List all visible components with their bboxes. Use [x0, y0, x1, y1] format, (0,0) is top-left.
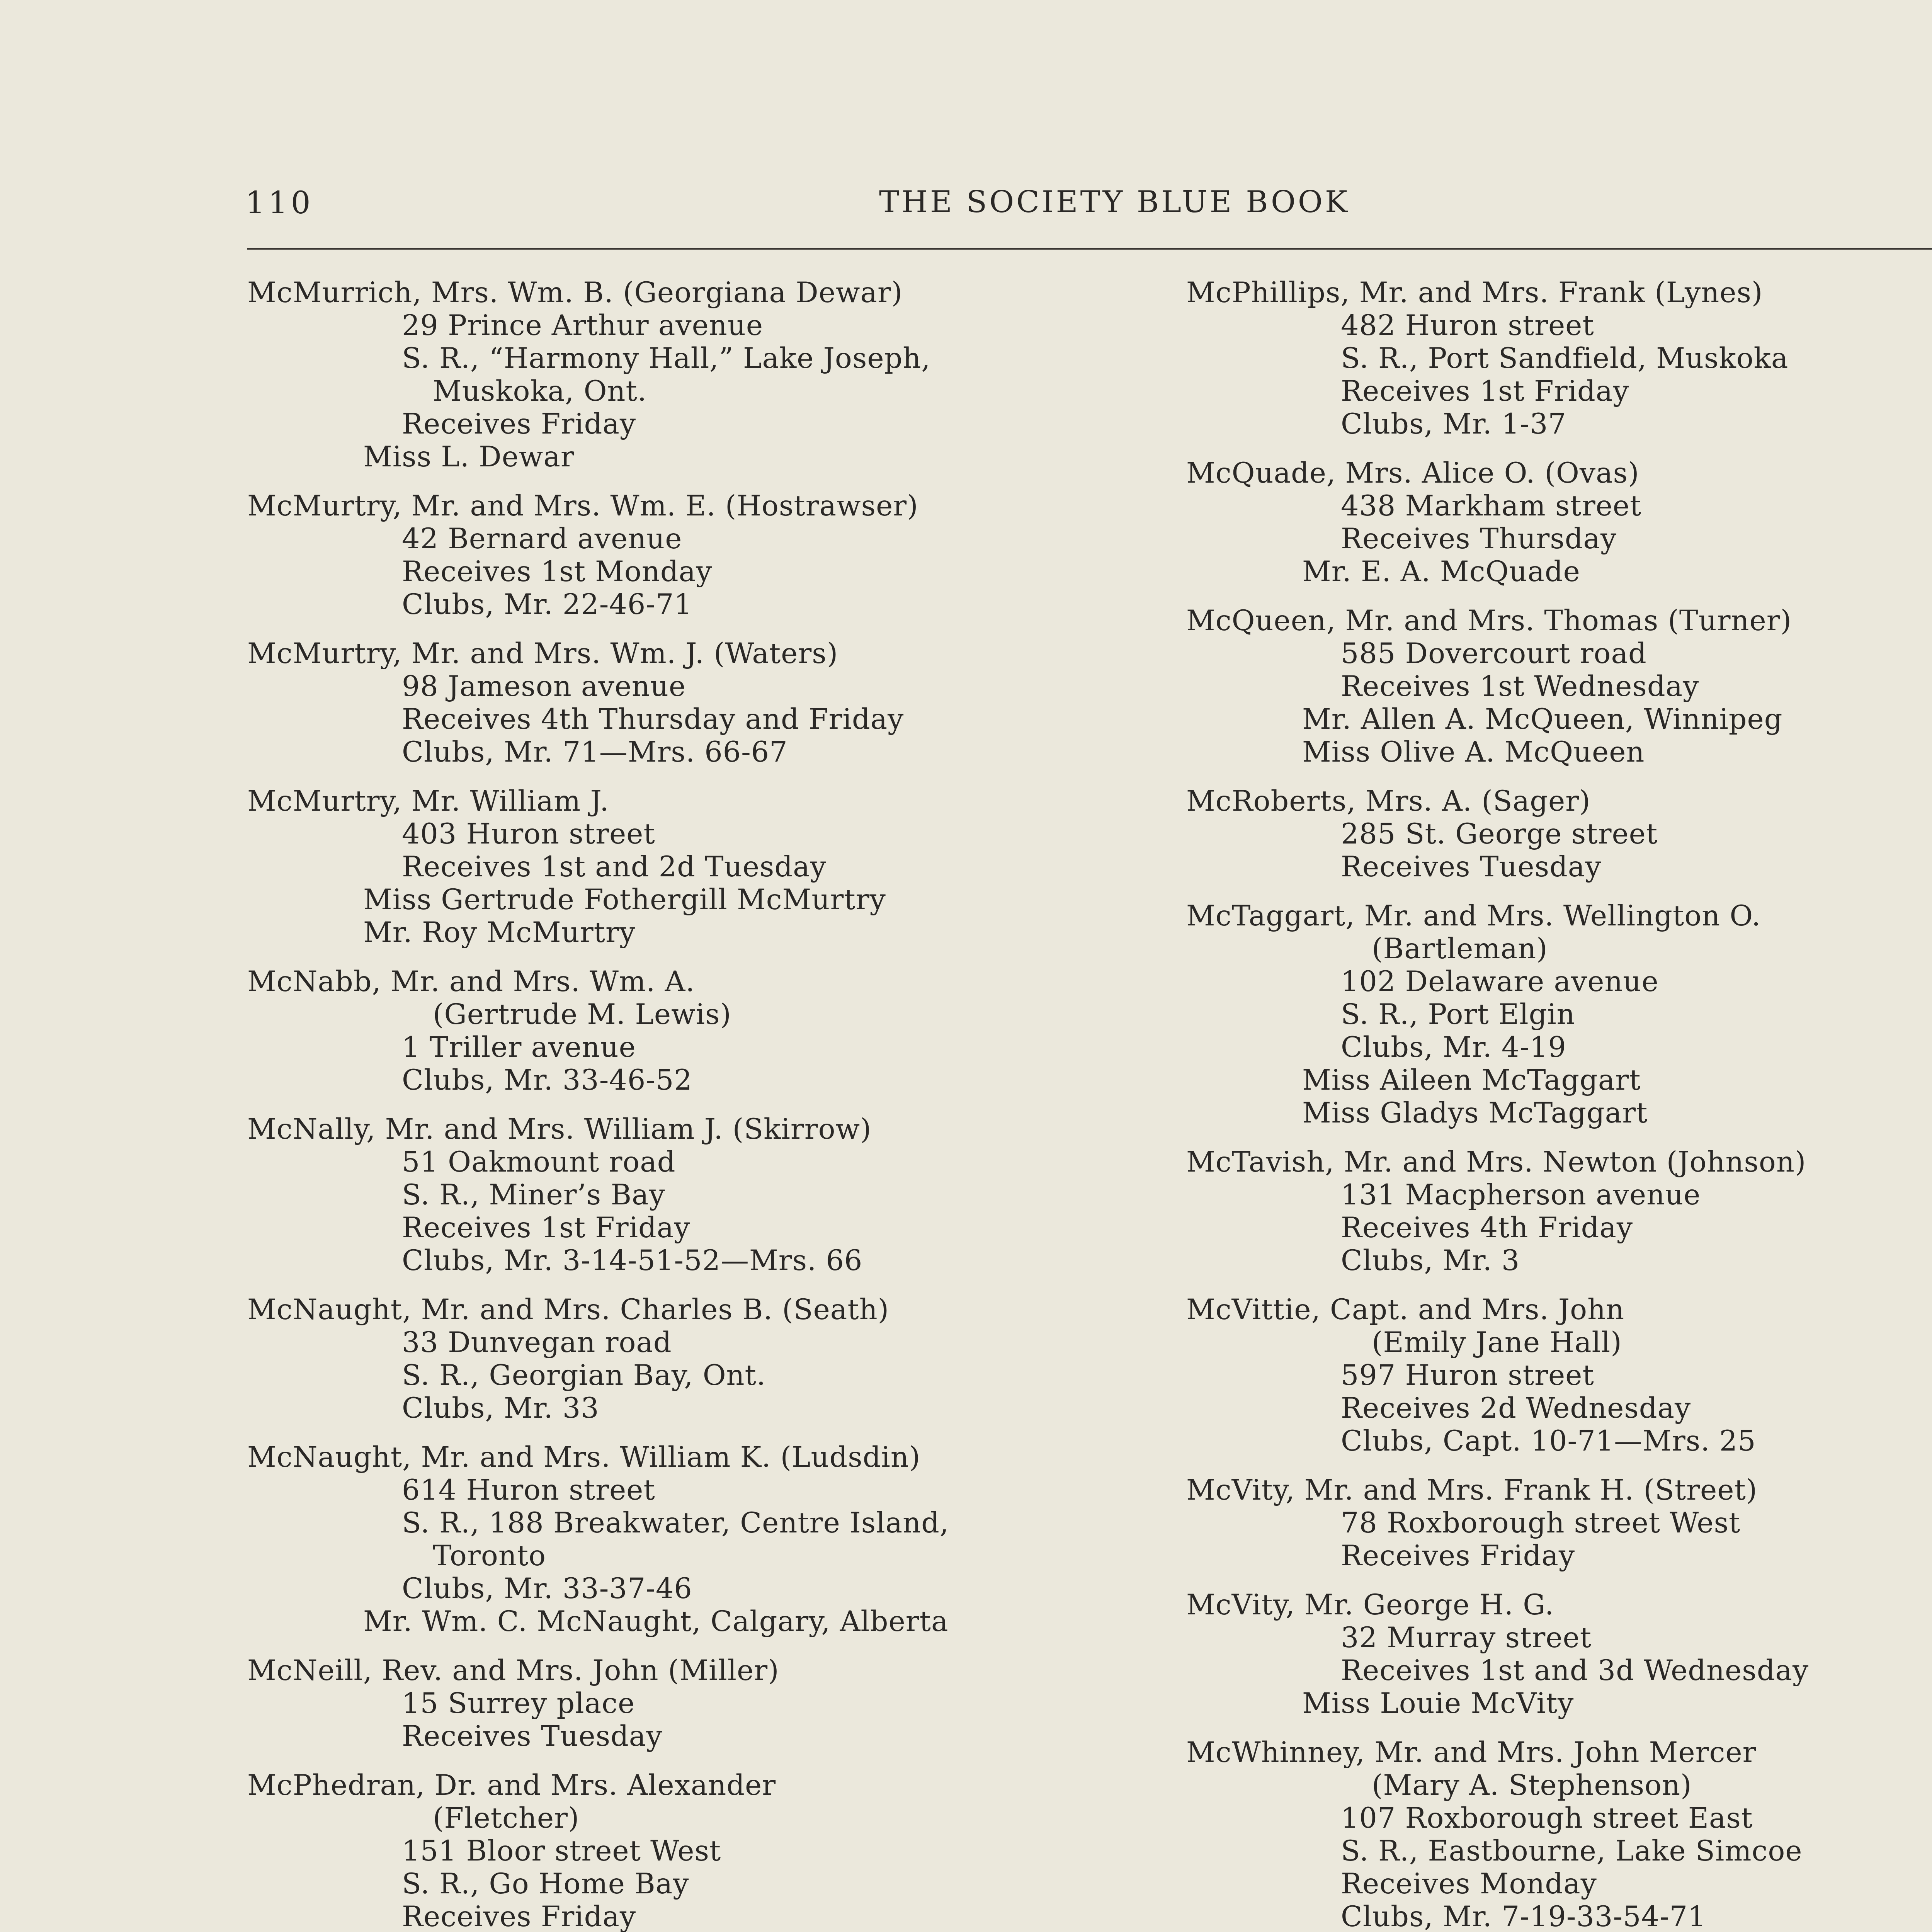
entry-detail: 98 Jameson avenue: [402, 670, 686, 703]
entry-detail: 151 Bloor street West: [402, 1835, 721, 1867]
directory-entry: [1186, 604, 1932, 769]
left-column: [247, 276, 1136, 1932]
entry-detail: 102 Delaware avenue: [1341, 965, 1659, 998]
directory-entry: [247, 1769, 1136, 1932]
entry-name: McQuade, Mrs. Alice O. (Ovas): [1186, 457, 1639, 490]
entry-detail: S. R., Port Elgin: [1341, 998, 1575, 1031]
entry-name: McNally, Mr. and Mrs. William J. (Skirrow): [247, 1113, 872, 1146]
directory-entry: [1186, 785, 1932, 883]
entry-detail: Muskoka, Ont.: [433, 375, 647, 408]
entry-detail: Clubs, Mr. 7-19-33-54-71: [1341, 1900, 1706, 1932]
entry-detail: Clubs, Mr. 4-19: [1341, 1031, 1566, 1064]
entry-detail: S. R., “Harmony Hall,” Lake Joseph,: [402, 342, 931, 375]
entry-detail: Clubs, Mr. 3: [1341, 1244, 1520, 1277]
entry-detail: S. R., Port Sandfield, Muskoka: [1341, 342, 1789, 375]
entry-detail: 438 Markham street: [1341, 490, 1642, 522]
entry-detail: Receives 1st and 2d Tuesday: [402, 850, 827, 883]
entry-detail: Clubs, Mr. 33: [402, 1392, 599, 1425]
entry-detail: Miss L. Dewar: [363, 440, 575, 473]
entry-detail: 33 Dunvegan road: [402, 1326, 672, 1359]
entry-detail: 614 Huron street: [402, 1474, 655, 1507]
entry-detail: Receives 1st Monday: [402, 555, 713, 588]
entry-detail: S. R., Eastbourne, Lake Simcoe: [1341, 1835, 1803, 1867]
directory-entry: [1186, 1588, 1932, 1720]
entry-name: McMurtry, Mr. and Mrs. Wm. J. (Waters): [247, 637, 838, 670]
header-rule: [247, 248, 1932, 250]
entry-detail: Mr. Allen A. McQueen, Winnipeg: [1302, 703, 1783, 736]
directory-entry: [247, 1113, 1136, 1277]
entry-detail: Clubs, Mr. 1-37: [1341, 408, 1566, 440]
entry-detail: Miss Gladys McTaggart: [1302, 1097, 1648, 1129]
entry-detail: Mr. E. A. McQuade: [1302, 555, 1580, 588]
entry-name: McMurrich, Mrs. Wm. B. (Georgiana Dewar): [247, 276, 903, 309]
directory-entry: [1186, 276, 1932, 440]
entry-detail: Receives Monday: [1341, 1867, 1597, 1900]
entry-detail: Toronto: [433, 1539, 546, 1572]
entry-detail: Clubs, Mr. 3-14-51-52—Mrs. 66: [402, 1244, 863, 1277]
entry-detail: Miss Louie McVity: [1302, 1687, 1574, 1720]
entry-detail: Receives 2d Wednesday: [1341, 1392, 1691, 1425]
directory-entry: [1186, 900, 1932, 1129]
entry-name: McWhinney, Mr. and Mrs. John Mercer: [1186, 1736, 1757, 1769]
entry-detail: Receives Tuesday: [1341, 850, 1602, 883]
entry-detail: S. R., Miner’s Bay: [402, 1179, 665, 1211]
entry-name: McTavish, Mr. and Mrs. Newton (Johnson): [1186, 1146, 1806, 1179]
entry-detail: Receives Thursday: [1341, 522, 1617, 555]
entry-detail: Receives Friday: [402, 408, 636, 440]
entry-detail: Mr. Wm. C. McNaught, Calgary, Alberta: [363, 1605, 949, 1638]
entry-detail: Receives 1st Friday: [1341, 375, 1629, 408]
entry-detail: (Gertrude M. Lewis): [433, 998, 731, 1031]
entry-detail: S. R., Go Home Bay: [402, 1867, 689, 1900]
directory-entry: [1186, 1474, 1932, 1572]
entry-detail: Receives 4th Thursday and Friday: [402, 703, 904, 736]
entry-detail: 482 Huron street: [1341, 309, 1594, 342]
entry-detail: (Mary A. Stephenson): [1372, 1769, 1692, 1802]
entry-name: McRoberts, Mrs. A. (Sager): [1186, 785, 1591, 818]
entry-name: McNabb, Mr. and Mrs. Wm. A.: [247, 965, 695, 998]
entry-detail: Receives 1st Wednesday: [1341, 670, 1699, 703]
entry-detail: Clubs, Mr. 71—Mrs. 66-67: [402, 736, 788, 769]
entry-detail: Clubs, Mr. 33-46-52: [402, 1064, 692, 1097]
entry-detail: 403 Huron street: [402, 818, 655, 850]
entry-detail: 107 Roxborough street East: [1341, 1802, 1753, 1835]
directory-entry: [247, 965, 1136, 1097]
entry-detail: 1 Triller avenue: [402, 1031, 636, 1064]
entry-detail: 51 Oakmount road: [402, 1146, 676, 1179]
entry-detail: Clubs, Mr. 22-46-71: [402, 588, 692, 621]
entry-detail: 78 Roxborough street West: [1341, 1507, 1741, 1539]
entry-detail: Miss Aileen McTaggart: [1302, 1064, 1641, 1097]
entry-detail: 32 Murray street: [1341, 1621, 1592, 1654]
entry-detail: S. R., Georgian Bay, Ont.: [402, 1359, 766, 1392]
directory-entry: [1186, 1146, 1932, 1277]
entry-name: McVittie, Capt. and Mrs. John: [1186, 1293, 1625, 1326]
right-column: [1186, 276, 1932, 1932]
entry-detail: 29 Prince Arthur avenue: [402, 309, 764, 342]
entry-detail: (Bartleman): [1372, 932, 1548, 965]
entry-name: McMurtry, Mr. and Mrs. Wm. E. (Hostrawser): [247, 490, 918, 522]
directory-entry: [1186, 1293, 1932, 1458]
directory-entry: [247, 637, 1136, 769]
page-number: 110: [245, 185, 314, 221]
entry-detail: Clubs, Mr. 33-37-46: [402, 1572, 692, 1605]
entry-name: McNeill, Rev. and Mrs. John (Miller): [247, 1654, 779, 1687]
running-title: THE SOCIETY BLUE BOOK: [879, 185, 1350, 219]
entry-name: McNaught, Mr. and Mrs. Charles B. (Seath): [247, 1293, 889, 1326]
entry-detail: Miss Gertrude Fothergill McMurtry: [363, 883, 886, 916]
entry-name: McQueen, Mr. and Mrs. Thomas (Turner): [1186, 604, 1792, 637]
entry-detail: Clubs, Capt. 10-71—Mrs. 25: [1341, 1425, 1756, 1458]
entry-name: McVity, Mr. and Mrs. Frank H. (Street): [1186, 1474, 1758, 1507]
entry-detail: 15 Surrey place: [402, 1687, 635, 1720]
entry-detail: 131 Macpherson avenue: [1341, 1179, 1701, 1211]
entry-detail: 285 St. George street: [1341, 818, 1658, 850]
directory-entry: [247, 785, 1136, 949]
directory-entry: [247, 490, 1136, 621]
entry-detail: Receives 1st Friday: [402, 1211, 690, 1244]
entry-detail: 597 Huron street: [1341, 1359, 1594, 1392]
entry-detail: (Emily Jane Hall): [1372, 1326, 1622, 1359]
directory-entry: [247, 276, 1136, 473]
directory-entry: [1186, 457, 1932, 588]
entry-name: McPhillips, Mr. and Mrs. Frank (Lynes): [1186, 276, 1763, 309]
entry-name: McVity, Mr. George H. G.: [1186, 1588, 1554, 1621]
entry-name: McTaggart, Mr. and Mrs. Wellington O.: [1186, 900, 1761, 932]
page-header: [245, 185, 1932, 227]
entry-detail: Receives Friday: [402, 1900, 636, 1932]
entry-detail: Receives 4th Friday: [1341, 1211, 1633, 1244]
entry-detail: (Fletcher): [433, 1802, 580, 1835]
directory-entry: [1186, 1736, 1932, 1932]
entry-name: McNaught, Mr. and Mrs. William K. (Ludsdin): [247, 1441, 921, 1474]
entry-detail: Receives Friday: [1341, 1539, 1575, 1572]
directory-entry: [247, 1441, 1136, 1638]
directory-entry: [247, 1293, 1136, 1425]
entry-name: McPhedran, Dr. and Mrs. Alexander: [247, 1769, 776, 1802]
entry-name: McMurtry, Mr. William J.: [247, 785, 609, 818]
entry-detail: 42 Bernard avenue: [402, 522, 682, 555]
entry-detail: Receives 1st and 3d Wednesday: [1341, 1654, 1809, 1687]
entry-detail: Mr. Roy McMurtry: [363, 916, 636, 949]
entry-detail: Receives Tuesday: [402, 1720, 663, 1753]
entry-detail: 585 Dovercourt road: [1341, 637, 1647, 670]
entry-detail: Miss Olive A. McQueen: [1302, 736, 1645, 769]
directory-entry: [247, 1654, 1136, 1753]
entry-detail: S. R., 188 Breakwater, Centre Island,: [402, 1507, 949, 1539]
